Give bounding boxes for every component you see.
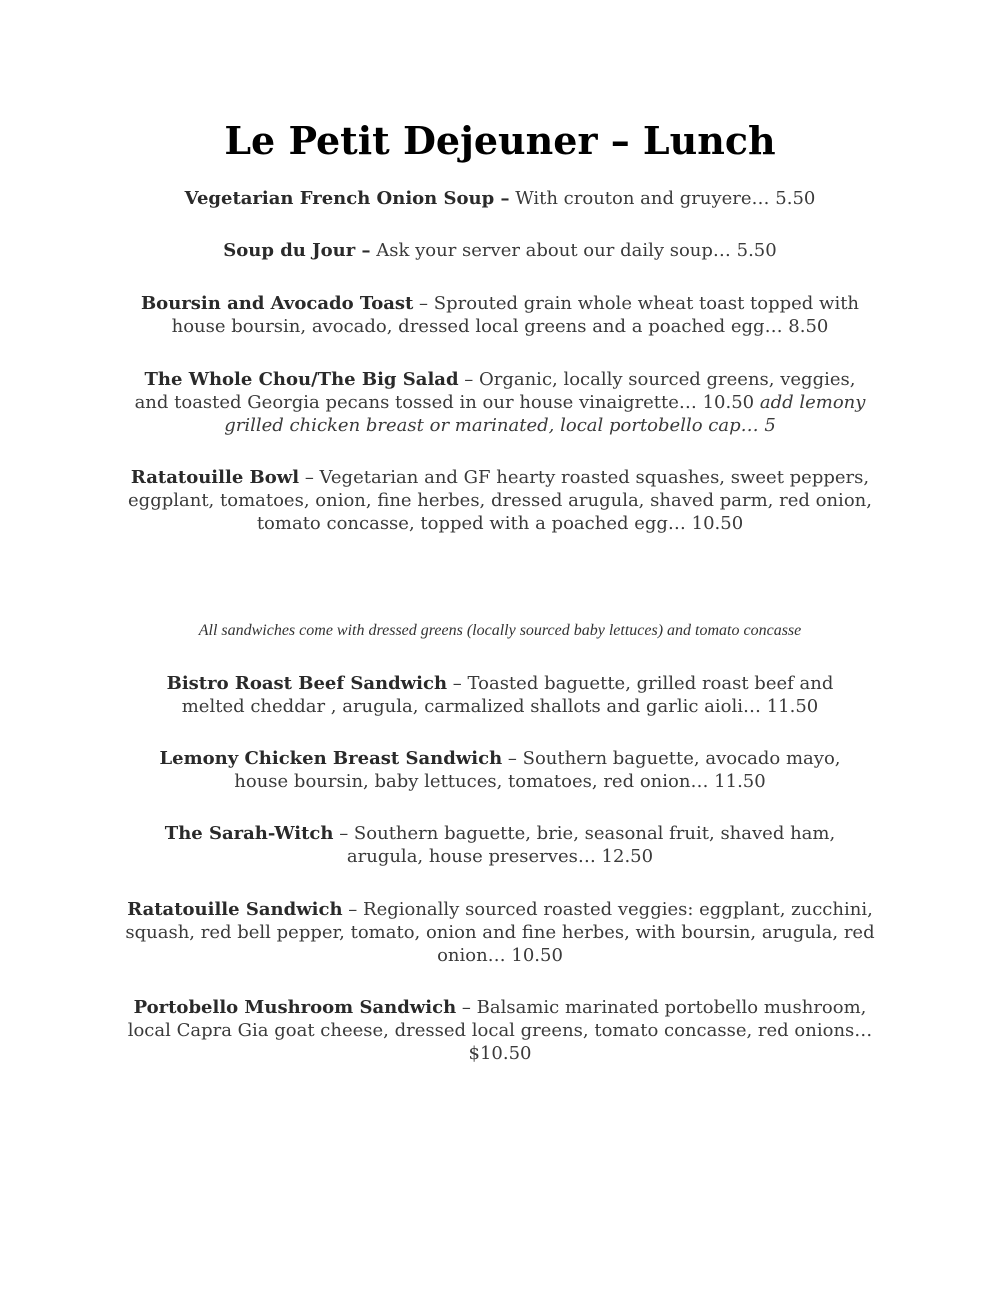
menu-item (120, 292, 880, 338)
sandwich-item (110, 898, 890, 967)
item-description: – Regionally sourced roasted veggies: eggplant, zucchini, squash, red bell pepper, tomato, onion and fine herbes, with boursin, arugula, red onion… 10.50 (125, 899, 875, 966)
menu-item (100, 239, 900, 262)
item-description: – Southern baguette, brie, seasonal fruit, shaved ham, arugula, house preserves… 12.50 (333, 823, 836, 867)
item-name: The Sarah-Witch (164, 823, 334, 844)
item-description: With crouton and gruyere… 5.50 (509, 188, 816, 209)
sandwich-item (140, 672, 860, 718)
sandwich-item (140, 822, 860, 868)
menu-title: Le Petit Dejeuner – Lunch (224, 118, 776, 163)
sandwich-note: All sandwiches come with dressed greens (locally sourced baby lettuces) and tomato concasse (198, 622, 802, 639)
item-name: Soup du Jour – (223, 240, 371, 261)
sandwich-item (115, 996, 885, 1065)
item-description: – Toasted baguette, grilled roast beef and melted cheddar , arugula, carmalized shallots and garlic aioli… 11.50 (181, 673, 834, 717)
item-name: Bistro Roast Beef Sandwich (166, 673, 448, 694)
item-description: Ask your server about our daily soup… 5.50 (370, 240, 777, 261)
item-name: Ratatouille Sandwich (127, 899, 343, 920)
item-description: – Organic, locally sourced greens, veggies, and toasted Georgia pecans tossed in our house vinaigrette… 10.50 (134, 369, 856, 413)
item-description: – Balsamic marinated portobello mushroom, local Capra Gia goat cheese, dressed local greens, tomato concasse, red onions…$10.50 (127, 997, 873, 1064)
item-name: Vegetarian French Onion Soup – (184, 188, 510, 209)
menu-item (100, 187, 900, 210)
sandwich-item (140, 747, 860, 793)
menu-item (110, 466, 890, 535)
item-name: Lemony Chicken Breast Sandwich (159, 748, 503, 769)
item-description: – Sprouted grain whole wheat toast topped with house boursin, avocado, dressed local greens and a poached egg… 8.50 (171, 293, 860, 337)
item-name: Boursin and Avocado Toast (140, 293, 414, 314)
item-description: – Southern baguette, avocado mayo, house boursin, baby lettuces, tomatoes, red onion… 11.50 (234, 748, 841, 792)
item-description: – Vegetarian and GF hearty roasted squashes, sweet peppers, eggplant, tomatoes, onion, fine herbes, dressed arugula, shaved parm, red onion, tomato concasse, topped with a poached egg… 10.50 (128, 467, 872, 534)
item-addon: add lemony grilled chicken breast or marinated, local portobello cap… 5 (224, 392, 866, 436)
item-name: Portobello Mushroom Sandwich (133, 997, 457, 1018)
item-name: The Whole Chou/The Big Salad (144, 369, 459, 390)
menu-item (125, 368, 875, 437)
item-name: Ratatouille Bowl (130, 467, 300, 488)
